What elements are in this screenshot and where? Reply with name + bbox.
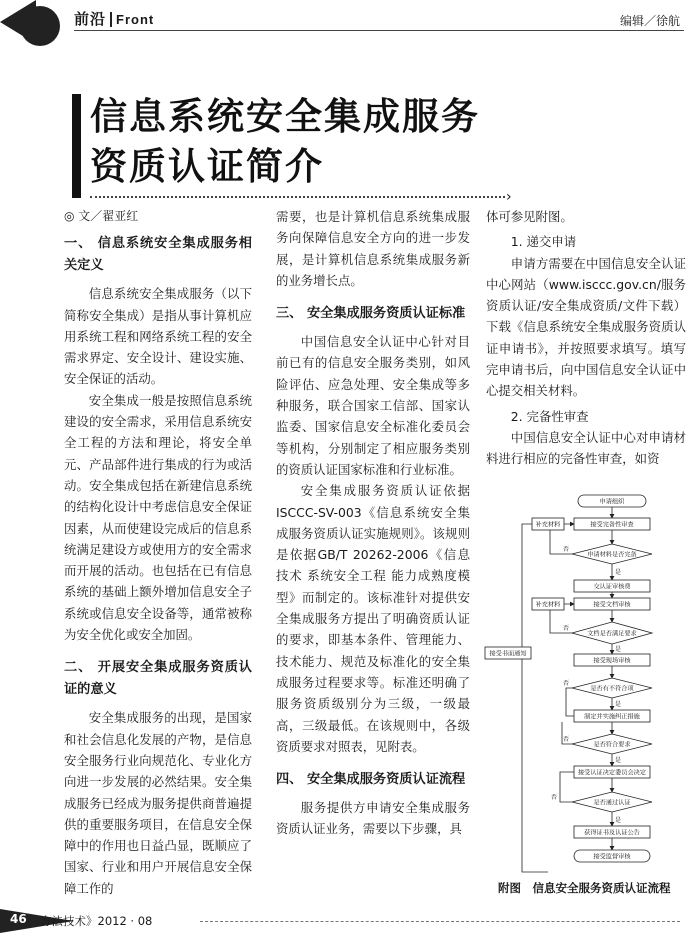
- flow-decision: 申请材料是否完备: [587, 551, 637, 559]
- flow-node: 接受认证决定委员会决定: [577, 769, 647, 777]
- flow-yes-label: 是: [614, 646, 622, 653]
- section-label: 前沿 Front: [74, 10, 155, 28]
- paragraph: 体可参见附图。: [486, 209, 573, 224]
- flow-yes-label: 是: [614, 701, 622, 708]
- flow-decision: 是否有不符合项: [590, 685, 634, 693]
- flow-no-label: 否: [562, 625, 570, 632]
- paragraph: 安全集成一般是按照信息系统建设的安全需求，采用信息系统安全工程的方法和理论，将安全单元、产品部件进行集成的行为或活动。安全集成包括在新建信息系统的结构化设计中考虑信息安全保证因素，从而使建设完成后的信息系统满足建设方或使用方的安全需求而开展的活动。也包括在已有信息系统的基础上额外增加信息安全子系统或信息安全设备等，通常被称为安全优化或安全加固。: [64, 392, 252, 643]
- paragraph: 申请方需要在中国信息安全认证中心网站（www.isccc.gov.cn/服务资质认证/安全集成资质/文件下载）下载《信息系统安全集成服务资质认证申请书》，并按照要求填写。填写完申请书后，向中国信息安全认证中心提交相关材料。: [486, 255, 686, 399]
- flow-node: 接受完备性审查: [590, 521, 634, 529]
- flow-no-label: 否: [562, 680, 570, 687]
- flow-yes-label: 是: [614, 817, 622, 824]
- paragraph: 安全集成服务的出现，是国家和社会信息化发展的产物，是信息安全服务行业向规范化、专业化方向进一步发展的必然结果。安全集成服务已经成为服务提供商普遍提供的重要服务项目，在信息安全保障中的作用也日益凸显，既顺应了国家、行业和用户开展信息安全保障工作的: [64, 710, 252, 896]
- flow-side-node: 接受书面通知: [489, 650, 527, 658]
- section-heading: 三、 安全集成服务资质认证标准: [276, 306, 466, 322]
- magazine-issue: 方法技术》2012 · 08: [40, 914, 153, 928]
- editor-credit: 编辑／徐航: [619, 14, 680, 28]
- title-accent-bar: [72, 94, 81, 198]
- header-circle-mark: [20, 6, 60, 46]
- flow-node: 接受现场审核: [593, 657, 631, 665]
- paragraph: 需要，也是计算机信息系统集成服务向保障信息安全方向的进一步发展，是计算机信息系统集成服务新的业务增长点。: [276, 209, 470, 288]
- flow-yes-label: 是: [614, 569, 622, 576]
- flow-no-label: 否: [562, 736, 570, 743]
- flow-no-label: 否: [550, 794, 558, 801]
- author-byline: ◎ 文／翟亚红: [64, 209, 139, 223]
- flow-decision: 是否符合要求: [593, 741, 631, 749]
- paragraph: 信息系统安全集成服务（以下简称安全集成）是指从事计算机应用系统工程和网络系统工程的安全需求界定、安全设计、建设实施、安全保证的活动。: [64, 286, 252, 387]
- paragraph: 中国信息安全认证中心对申请材料进行相应的完备性审查，如资: [486, 429, 686, 467]
- subheading: 1. 递交申请: [510, 234, 577, 250]
- figure-caption: 附图 信息安全服务资质认证流程: [498, 881, 671, 895]
- page-footer: [0, 905, 700, 941]
- flow-decision: 文档是否满足要求: [587, 630, 637, 638]
- column-3: [486, 206, 686, 470]
- flow-yes-label: 是: [614, 757, 622, 764]
- flow-side-node: 补充材料: [535, 521, 561, 529]
- flow-node: 交认证审核费: [593, 583, 631, 591]
- section-heading: 一、 信息系统安全集成服务相关定义: [64, 236, 252, 274]
- column-2: [276, 206, 470, 840]
- subheading: 2. 完备性审查: [510, 408, 589, 424]
- article-title: 信息系统安全集成服务 资质认证简介: [90, 95, 480, 188]
- certification-flowchart: [484, 488, 689, 878]
- section-heading: 四、 安全集成服务资质认证流程: [276, 772, 466, 788]
- column-1: [64, 206, 252, 899]
- footer-rule: [200, 921, 680, 922]
- flow-side-node: 补充材料: [535, 601, 561, 609]
- flow-node: 制定并实施纠正措施: [584, 713, 640, 721]
- page-number: 46: [10, 912, 27, 926]
- flow-no-label: 否: [562, 546, 570, 553]
- paragraph: 中国信息安全认证中心针对目前已有的信息安全服务类别，如风险评估、应急处理、安全集成等多种服务，联合国家工信部、国家认监委、国家信息安全标准化委员会等机构，分别制定了相应服务类别的资质认证国家标准和行业标准。: [276, 334, 470, 477]
- paragraph: 服务提供方申请安全集成服务资质认证业务，需要以下步骤，具: [276, 800, 470, 837]
- flow-node: 接受监督审核: [593, 853, 631, 861]
- chevron-right-icon: ›: [506, 189, 512, 205]
- title-dotted-rule: [90, 196, 505, 198]
- flow-node: 申请组织: [599, 498, 625, 506]
- page-header: [0, 0, 700, 40]
- paragraph: 安全集成服务资质认证依据ISCCC-SV-003《信息系统安全集成服务资质认证实施规则》。该规则是依据GB/T 20262-2006《信息技术 系统安全工程 能力成熟度模型》而制定的。该标准针对提供安全集成服务方提出了明确资质认证的要求，即基本条件、管理能力、技术能力、规范及标准化的安全集成服务过程要求等。标准还明确了服务资质级别分为三级，一级最高，三级最低。在该规则中，各级资质要求对照表，见附表。: [276, 483, 470, 754]
- flow-node: 接受文档审核: [593, 601, 631, 609]
- header-rule: [74, 30, 684, 31]
- flow-decision: 是否通过认证: [593, 799, 631, 807]
- section-heading: 二、 开展安全集成服务资质认证的意义: [64, 660, 252, 698]
- flow-node: 获得证书及认证公告: [584, 829, 640, 837]
